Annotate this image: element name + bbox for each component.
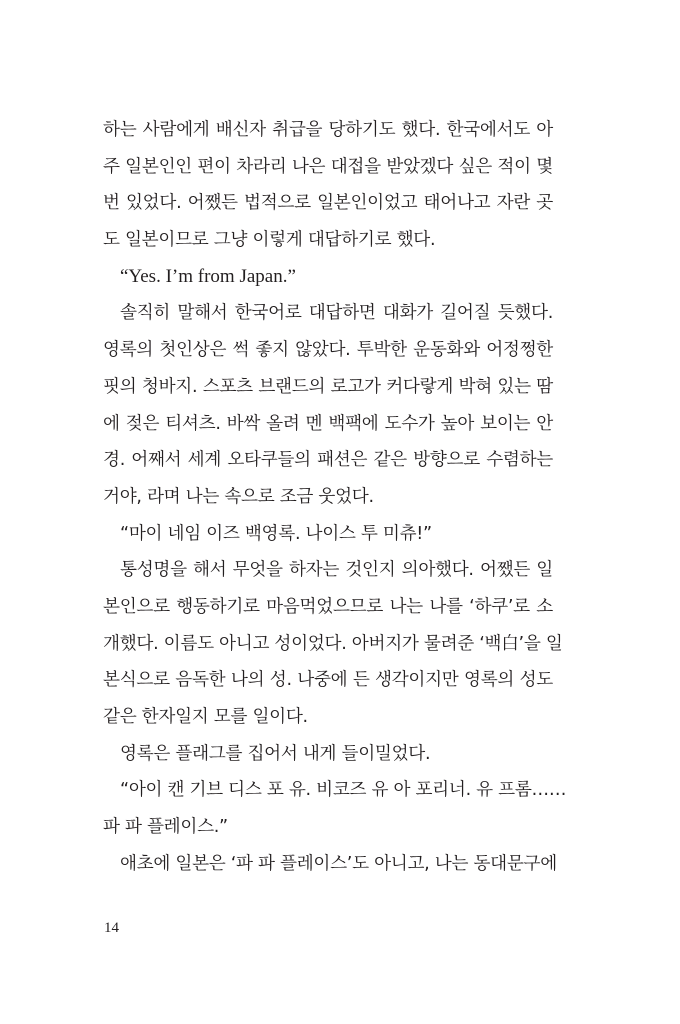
text-line-21: 애초에 일본은 ‘파 파 플레이스’도 아니고, 나는 동대문구에 — [120, 853, 557, 874]
text-line-1: 하는 사람에게 배신자 취급을 당하기도 했다. 한국에서도 아 — [103, 120, 553, 140]
text-line-16: 본식으로 음독한 나의 성. 나중에 든 생각이지만 영록의 성도 — [103, 670, 553, 691]
body-text — [103, 112, 567, 882]
text-line-7: 영록의 첫인상은 썩 좋지 않았다. 투박한 운동화와 어정쩡한 — [103, 340, 553, 361]
dialogue-line-far-place: 파 파 플레이스.” — [103, 817, 228, 838]
dialogue-line-give-this: “아이 캔 기브 디스 포 유. 비코즈 유 아 포리너. 유 프롬…… — [120, 780, 567, 801]
dialogue-line-my-name: “마이 네임 이즈 백영록. 나이스 투 미츄!” — [120, 523, 432, 544]
text-line-2: 주 일본인인 편이 차라리 나은 대접을 받았겠다 싶은 적이 몇 — [103, 156, 553, 177]
text-line-9: 에 젖은 티셔츠. 바싹 올려 멘 백팩에 도수가 높아 보이는 안 — [103, 413, 553, 434]
text-line-8: 핏의 청바지. 스포츠 브랜드의 로고가 커다랗게 박혀 있는 땀 — [103, 376, 553, 397]
page-number: 14 — [104, 920, 119, 936]
text-line-13: 통성명을 해서 무엇을 하자는 것인지 의아했다. 어쨌든 일 — [120, 560, 553, 581]
text-line-17: 같은 한자일지 모를 일이다. — [103, 707, 308, 727]
text-line-18: 영록은 플래그를 집어서 내게 들이밀었다. — [120, 743, 431, 764]
text-line-14: 본인으로 행동하기로 마음먹었으므로 나는 나를 ‘하쿠’로 소 — [103, 596, 553, 617]
text-line-4: 도 일본이므로 그냥 이렇게 대답하기로 했다. — [103, 230, 436, 251]
text-line-10: 경. 어째서 세계 오타쿠들의 패션은 같은 방향으로 수렴하는 — [103, 450, 553, 471]
text-line-6: 솔직히 말해서 한국어로 대답하면 대화가 길어질 듯했다. — [120, 303, 553, 324]
dialogue-line-yes-japan: “Yes. I’m from Japan.” — [120, 265, 296, 287]
text-line-3: 번 있었다. 어쨌든 법적으로 일본인이었고 태어나고 자란 곳 — [103, 193, 553, 214]
text-line-11: 거야, 라며 나는 속으로 조금 웃었다. — [103, 486, 374, 507]
text-line-15: 개했다. 이름도 아니고 성이었다. 아버지가 물려준 ‘백白’을 일 — [103, 633, 563, 654]
